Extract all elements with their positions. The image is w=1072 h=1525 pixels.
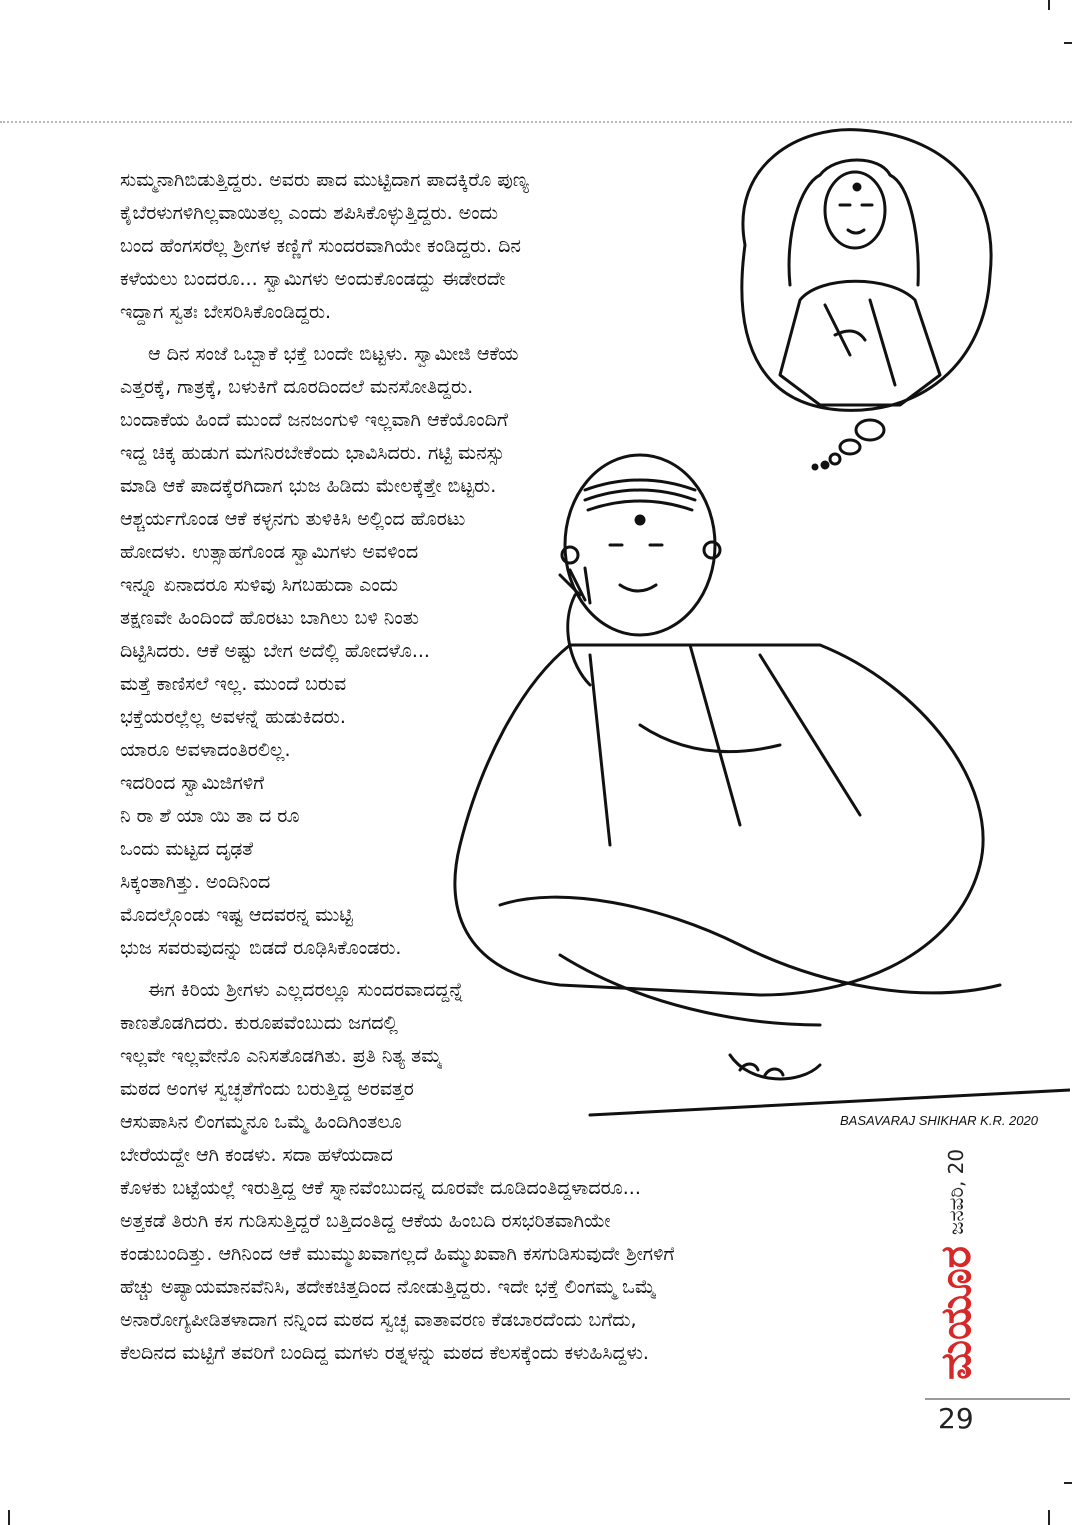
body-text-line: ನಿ ರಾ ಶೆ ಯಾ ಯಿ ತಾ ದ ರೂ [120, 805, 300, 827]
body-text-line: ಇದ್ದಾಗ ಸ್ವತಃ ಬೇಸರಿಸಿಕೊಂಡಿದ್ದರು. [120, 301, 332, 323]
body-text-line: ಕೈಬೆರಳುಗಳಿಗಿಲ್ಲವಾಯಿತಲ್ಲ ಎಂದು ಶಪಿಸಿಕೊಳ್ಳುತ್ತಿದ್ದರು. ಅಂದು [120, 202, 498, 224]
page-number-rule [925, 1398, 1070, 1400]
swami-foot [730, 1055, 820, 1079]
body-text-line: ಕಾಣತೊಡಗಿದರು. ಕುರೂಪವೆಂಬುದು ಜಗದಲ್ಲಿ [120, 1012, 398, 1034]
body-text-line: ತಕ್ಷಣವೇ ಹಿಂದಿಂದೆ ಹೊರಟು ಬಾಗಿಲು ಬಳಿ ನಿಂತು [120, 607, 419, 629]
magazine-brand [926, 1248, 986, 1378]
body-text-line: ದಿಟ್ಟಿಸಿದರು. ಆಕೆ ಅಷ್ಟು ಬೇಗ ಅದೆಲ್ಲಿ ಹೋದಳೊ... [120, 640, 430, 662]
body-text-line: ಕೆಲದಿನದ ಮಟ್ಟಿಗೆ ತವರಿಗೆ ಬಂದಿದ್ದ ಮಗಳು ರತ್ನಳನ್ನು ಮಠದ ಕೆಲಸಕ್ಕೆಂದು ಕಳುಹಿಸಿದ್ದಳು. [120, 1342, 649, 1364]
body-text-line: ಮಠದ ಅಂಗಳ ಸ್ವಚ್ಛತೆಗೆಂದು ಬರುತ್ತಿದ್ದ ಅರವತ್ತರ [120, 1078, 414, 1100]
body-text-line: ಇನ್ನೂ ಏನಾದರೂ ಸುಳಿವು ಸಿಗಬಹುದಾ ಎಂದು [120, 574, 399, 596]
body-text-line: ಯಾರೂ ಅವಳಾದಂತಿರಲಿಲ್ಲ. [120, 739, 291, 761]
body-text-line: ಸುಮ್ಮನಾಗಿಬಿಡುತ್ತಿದ್ದರು. ಅವರು ಪಾದ ಮುಟ್ಟಿದಾಗ ಪಾದಕ್ಕಿರೊ ಪುಣ್ಯ [120, 169, 529, 191]
woman-saree [780, 281, 940, 405]
body-text-line: ಆ ದಿನ ಸಂಜೆ ಒಬ್ಬಾಕೆ ಭಕ್ತೆ ಬಂದೇ ಬಿಟ್ಟಳು. ಸ್ವಾಮೀಜಿ ಆಕೆಯ [148, 343, 519, 365]
woman-hair [789, 175, 918, 285]
swami-legs [500, 897, 1000, 1025]
body-text-line: ಬಂದಾಕೆಯ ಹಿಂದೆ ಮುಂದೆ ಜನಜಂಗುಳಿ ಇಲ್ಲವಾಗಿ ಆಕೆಯೊಂದಿಗೆ [120, 409, 508, 431]
illustration-swami-and-woman [440, 125, 1070, 1145]
crop-mark [1064, 1482, 1072, 1484]
header-dotted-rule [0, 121, 1072, 123]
body-text-line: ಭಕ್ತೆಯರಲ್ಲೆಲ್ಲ ಅವಳನ್ನೆ ಹುಡುಕಿದರು. [120, 706, 346, 728]
body-text-line: ಆಶ್ಚರ್ಯಗೊಂಡ ಆಕೆ ಕಳ್ಳನಗು ತುಳಿಕಿಸಿ ಅಲ್ಲಿಂದ ಹೊರಟು [120, 508, 466, 530]
body-text-line: ಇದರಿಂದ ಸ್ವಾಮಿಜಿಗಳಿಗೆ [120, 772, 265, 794]
body-text-line: ಈಗ ಕಿರಿಯ ಶ್ರೀಗಳು ಎಲ್ಲದರಲ್ಲೂ ಸುಂದರವಾದದ್ದನ್ನೆ [148, 979, 464, 1001]
thought-bubble [742, 130, 991, 411]
body-text-line: ಆಸುಪಾಸಿನ ಲಿಂಗಮ್ಮನೂ ಒಮ್ಮೆ ಹಿಂದಿಗಿಂತಲೂ [120, 1111, 402, 1133]
body-text-line: ಎತ್ತರಕ್ಕೆ, ಗಾತ್ರಕ್ಕೆ, ಬಳುಕಿಗೆ ದೂರದಿಂದಲೆ ಮನಸೋತಿದ್ದರು. [120, 376, 474, 398]
crop-mark [8, 1510, 10, 1525]
swami-head [565, 455, 715, 635]
body-text-line: ಇದ್ದ ಚಿಕ್ಕ ಹುಡುಗ ಮಗನಿರಬೇಕೆಂದು ಭಾವಿಸಿದರು. ಗಟ್ಟಿ ಮನಸ್ಸು [120, 442, 505, 464]
swami-body [455, 645, 983, 995]
body-text-line: ಬಂದ ಹೆಂಗಸರೆಲ್ಲ ಶ್ರೀಗಳ ಕಣ್ಣಿಗೆ ಸುಂದರವಾಗಿಯೇ ಕಂಡಿದ್ದರು. ದಿನ [120, 235, 521, 257]
body-text-line: ಅತ್ತಕಡೆ ತಿರುಗಿ ಕಸ ಗುಡಿಸುತ್ತಿದ್ದರೆ ಬತ್ತಿದಂತಿದ್ದ ಆಕೆಯ ಹಿಂಬದಿ ರಸಭರಿತವಾಗಿಯೇ [120, 1210, 611, 1232]
body-text-line: ಇಲ್ಲವೇ ಇಲ್ಲವೇನೊ ಎನಿಸತೊಡಗಿತು. ಪ್ರತಿ ನಿತ್ಯ ತಮ್ಮ [120, 1045, 442, 1067]
swami-hand [560, 568, 590, 685]
ground-line [590, 1090, 1070, 1115]
thought-dot [840, 440, 860, 454]
body-text-line: ಕಂಡುಬಂದಿತ್ತು. ಆಗಿನಿಂದ ಆಕೆ ಮುಮ್ಮುಖವಾಗಲ್ಲದೆ ಹಿಮ್ಮುಖವಾಗಿ ಕಸಗುಡಿಸುವುದೇ ಶ್ರೀಗಳಿಗೆ [120, 1243, 675, 1265]
body-text-line: ಒಂದು ಮಟ್ಟದ ದೃಢತೆ [120, 838, 254, 860]
body-text-line: ಕೊಳಕು ಬಟ್ಟೆಯಲ್ಲೆ ಇರುತ್ತಿದ್ದ ಆಕೆ ಸ್ನಾನವೆಂಬುದನ್ನ ದೂರವೇ ದೂಡಿದಂತಿದ್ದಳಾದರೂ... [120, 1177, 641, 1199]
body-text-line: ಬೇರೆಯದ್ದೇ ಆಗಿ ಕಂಡಳು. ಸದಾ ಹಳೆಯದಾದ [120, 1144, 393, 1166]
body-text-line: ಸಿಕ್ಕಂತಾಗಿತ್ತು. ಅಂದಿನಿಂದ [120, 871, 271, 893]
body-text-line: ಮೊದಲ್ಗೊಂಡು ಇಷ್ಟ ಆದವರನ್ನ ಮುಟ್ಟಿ [120, 904, 354, 926]
magazine-brand-text: ಮಯೂರ [931, 1246, 980, 1380]
body-text-line: ಕಳೆಯಲು ಬಂದರೂ... ಸ್ವಾಮಿಗಳು ಅಂದುಕೊಂಡದ್ದು ಈಡೇರದೇ [120, 268, 506, 290]
body-text-line: ಹೆಚ್ಚು ಅಪ್ಯಾಯಮಾನವೆನಿಸಿ, ತದೇಕಚಿತ್ತದಿಂದ ನೋಡುತ್ತಿದ್ದರು. ಇದೇ ಭಕ್ತೆ ಲಿಂಗಮ್ಮ ಒಮ್ಮೆ [120, 1276, 657, 1298]
body-text-line: ಮಾಡಿ ಆಕೆ ಪಾದಕ್ಕೆರಗಿದಾಗ ಭುಜ ಹಿಡಿದು ಮೇಲಕ್ಕೆತ್ತೇ ಬಿಟ್ಟರು. [120, 475, 497, 497]
crop-mark [1048, 1510, 1050, 1525]
illustration-signature: BASAVARAJ SHIKHAR K.R. 2020 [840, 1113, 1038, 1128]
crop-mark [1048, 0, 1050, 10]
body-text-line: ಅನಾರೋಗ್ಯಪೀಡಿತಳಾದಾಗ ನನ್ನಿಂದ ಮಠದ ಸ್ವಚ್ಛ ವಾತಾವರಣ ಕೆಡಬಾರದೆಂದು ಬಗೆದು, [120, 1309, 637, 1331]
page-number: 29 [938, 1402, 974, 1435]
thought-dot [830, 454, 840, 464]
crop-mark [1064, 42, 1072, 44]
issue-date: ಜನವರಿ, 20 [944, 1148, 968, 1235]
body-text-line: ಭುಜ ಸವರುವುದನ್ನು ಬಿಡದೆ ರೂಢಿಸಿಕೊಂಡರು. [120, 937, 402, 959]
thought-dot [856, 420, 884, 440]
body-text-line: ಮತ್ತೆ ಕಾಣಿಸಲೆ ಇಲ್ಲ. ಮುಂದೆ ಬರುವ [120, 673, 347, 695]
body-text-line: ಹೋದಳು. ಉತ್ಸಾಹಗೊಂಡ ಸ್ವಾಮಿಗಳು ಅವಳಿಂದ [120, 541, 419, 563]
